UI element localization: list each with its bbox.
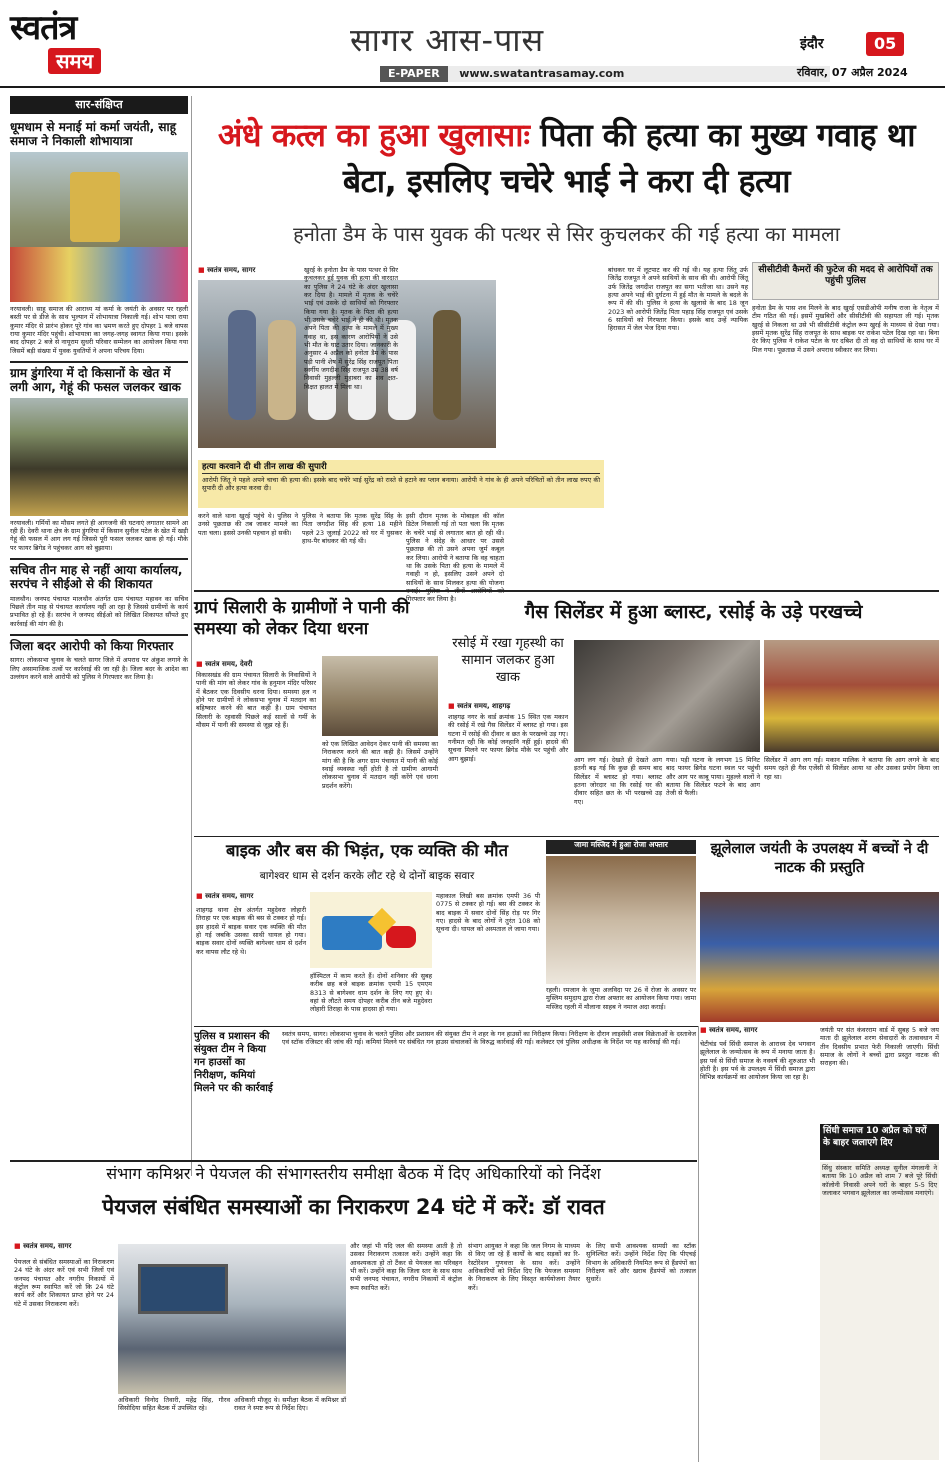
website-link[interactable]: www.swatantrasamay.com [459, 67, 625, 80]
gas-byline: ■ स्वतंत्र समय, शाहगढ़ [448, 702, 568, 711]
sambhag-body1: पेयजल से संबंधित समस्याओं का निराकरण 24 घंटे के अंदर करें एवं सभी जिलों एवं जनपद पंचायत और नगरीय निकायों में कंट्रोल रूम स्थापित करें जो कि 24 घंटे कार्य करें और शिकायत प्राप्त होने पर 24 घंटे में उसका निराकरण करें। [14, 1258, 114, 1308]
page-number: 05 [866, 32, 904, 56]
bike-headline: बाइक और बस की भिड़ंत, एक व्यक्ति की मौत [226, 841, 508, 860]
main-col1: खुरई के हनोता डैम के पास पत्थर से सिर कुचलकर हुई युवक की हत्या की वारदात का पुलिस ने 24 घंटे के अंदर खुलासा कर दिया है। मामले में मृतक के चचेरे भाई एवं उसके दो साथियों को गिरफ्तार किया गया है। मृतक के पिता की हत्या भी उसके चचेरे भाई ने ही की थी। मृतक अपने पिता की हत्या के मामले में मुख्य गवाह था, इस कारण आरोपियों ने उसे भी मौत के घाट उतार दिया। जानकारी के अनुसार 4 अप्रैल को हनोता डैम के पास पड़ी पानी शेष में सुरेंद्र सिंह राजपूत पिता स्वर्गीय जगदीश सिंह राजपूत उम्र 38 वर्ष निवासी मुहल्ली मुहाबरा का शव क्षत-विक्षत हालत में मिला था। [304, 266, 398, 391]
main-subheadline: हनोता डैम के पास युवक की पत्थर से सिर कुचलकर की गई हत्या का मामला [293, 222, 840, 246]
gram-headline: ग्रापं सिलारी के ग्रामीणों ने पानी की समस्या को लेकर दिया धरना [194, 598, 410, 640]
main-headline [194, 112, 939, 204]
main-col4: हनोता डैम के पास शव मिलने के बाद खुरई एसडीओपी मनीष राजा के नेतृत्व में टीम गठित की गई। इसमें मुखबिरों और सीसीटीवी की सहायता ली गई। मृतक खुरई से निकला था उसे भी सीसीटीवी कंट्रोल रूम खुरई के माध्यम से देखा गया। इसमें मृतक सुरेंद्र सिंह राजपूत के साथ बाइक पर राकेश पटेल दिख रहा था। बिना देर किए पुलिस ने राकेश पटेल के घर दबिश दी तो वह दो साथियों के साथ घर में मिल गया। पूछताछ में उसने अपराध स्वीकार कर लिया। [752, 304, 939, 354]
gram-protest-photo [322, 656, 438, 736]
masthead [0, 0, 945, 88]
main-headline-black: पिता की हत्या का मुख्य गवाह था बेटा, इसलिए चचेरे भाई ने करा दी हत्या [342, 116, 916, 200]
jhulelal-byline: ■ स्वतंत्र समय, सागर [700, 1026, 820, 1035]
logo-bottom-text: समय [48, 48, 101, 74]
sambhag-meeting-photo [118, 1244, 346, 1394]
epaper-strip [380, 66, 830, 82]
ramzan-photo [546, 856, 696, 984]
main-col2-text: इसी दौरान मृतक के मोबाइल की कॉल डिटेल निकाली गई तो पता चला कि मृतक के चचेरे भाई से लगातार बात हो रही थी। पुलिस ने संदेह के आधार पर उससे पूछताछ की तो उसने अपना जुर्म कबूल कर लिया। आरोपी ने बताया कि वह चाहता था कि उसके पिता की हत्या के मामले में गवाही न हो, इसलिए उसने अपने दो साथियों के साथ मिलकर हत्या की योजना गिरफ्तार कर लिया है। [406, 512, 504, 604]
newspaper-logo [10, 8, 160, 82]
gram-body: विकासखंड की ग्राम पंचायत सिलारी के निवासियों ने पानी की मांग को लेकर गांव के हनुमान मंदिर परिसर में बैठकर एक दिवसीय धरना दिया। समस्या हल न होने पर ग्रामीणों ने लोकसभा चुनाव में मतदान का बहिष्कार करने की बात कही है। ग्राम पंचायत सिलारी के रहवासी पिछले कई सालों से गर्मी के मौसम में पानी की समस्या से जूझ रहे हैं। [196, 670, 316, 729]
main-photo-caption-text: आरोपी जिंतू ने पहले अपने चाचा की हत्या की। इसके बाद चचेरे भाई सुरेंद्र को रास्ते से हटाने का प्लान बनाया। आरोपी ने गांव के ही अपने परिचितों को तीन लाख रुपए की सुपारी दी और हत्या करवा दी। [202, 475, 600, 493]
jhulelal-body: चेटीचंड पर्व सिंधी समाज के आराध्य देव भगवान झूलेलाल के जन्मोत्सव के रूप में मनाया जाता है। इस पर्व से सिंधी समाज के नववर्ष की शुरुआत भी होती है। इस पर्व के उपलक्ष्य में सिंधी समाज द्वारा विभिन्न कार्यक्रमों का आयोजन किया जा रहा है। [700, 1040, 815, 1082]
accident-illustration [310, 892, 432, 968]
main-photo-caption-box [198, 460, 604, 508]
city-label: इंदौर [800, 36, 824, 52]
section-title: सागर आस-पास [350, 21, 545, 59]
gram-body2: को एक लिखित आवेदन देकर पानी की समस्या का निराकरण करने की बात कही है। जिसमें उन्होंने मांग की है कि अगर ग्राम पंचायत में पानी की कोई स्थाई व्यवस्था नहीं होती है तो ग्रामीण आगामी लोकसभा चुनाव में मतदान नहीं करेंगे एवं धरना प्रदर्शन करेंगे। [322, 740, 438, 790]
sidebar-story3-body: मालथौन। जनपद पंचायत मालथौन अंतर्गत ग्राम पंचायत महावन का सचिव पिछले तीन माह से पंचायत कार्यालय नहीं आ रहा है जिससे ग्रामीणों के कार्य प्रभावित हो रहे हैं। सरपंच ने जनपद सीईओ को लिखित शिकायत सौंपते हुए कार्रवाई की मांग की है। [10, 594, 188, 628]
bike-body2: हॉस्पिटल में काम करते हैं। दोनों शनिवार की सुबह करीब छह बजे बाइक क्रमांक एमपी 15 एमएम 8313 से बागेश्वर धाम दर्शन के लिए गए हुए थे। वहां से लौटते समय दोपहर करीब तीन बजे महुदेवरा लोहारी तिराहा के पास हादसा हो गया। [310, 972, 432, 1014]
police-headline-box [194, 1030, 278, 1158]
main-col3: बांधकर घर में लूटपाट कर की गई थी। यह हत्या जिंतू उर्फ जितेंद्र राजपूत ने अपने साथियों के साथ की थी। आरोपी जिंतू उर्फ जितेंद्र जगदीश राजपूत का सगा भतीजा था। उसने यह हत्या अपने भाई की दुर्घटना में हुई मौत के मामले के बदले के रूप में की थी। पुलिस ने हत्या के खुलासे के बाद 18 जून 2023 को आरोपी जितेंद्र पिता पहाड़ सिंह राजपूत एवं उसके 6 साथियों को गिरफ्तार किया। इसके बाद उन्हें न्यायिक हिरासत में जेल भेज दिया गया। [608, 266, 748, 333]
bike-headline-box [194, 840, 540, 870]
bike-body3: महाकाल लिखी बस क्रमांक एमपी 36 पी 0775 से टक्कर हो गई। बस की टक्कर के बाद बाइक में सवार दोनों सिंह रोड़ पर गिर गए। हादसे के बाद लोगों ने तुरंत 108 को सूचना दी। घायल को अस्पताल ले जाया गया। [436, 892, 540, 934]
sambhag-body4: के लिए सभी आवश्यक सामग्री का स्टॉक सुनिश्चित करें। उन्होंने निर्देश दिए कि पीएचई विभाग के अधिकारी नियमित रूप से हैंडपंपों का निरीक्षण करें और खराब हैंडपंपों को तत्काल सुधारें। [586, 1242, 696, 1284]
gas-sub-box [448, 636, 568, 700]
bike-subheadline: बागेश्वर धाम से दर्शन करके लौट रहे थे दोनों बाइक सवार [259, 870, 475, 882]
logo-top-text: स्वतंत्र [10, 8, 77, 48]
cctv-box-title: सीसीटीवी कैमरों की फुटेज की मदद से आरोपियों तक पहुंची पुलिस [752, 262, 939, 300]
sidebar-story4-headline: जिला बदर आरोपी को किया गिरफ्तार [10, 634, 188, 653]
ramzan-caption: रहली। रमजान के जुमा अलविदा पर 26 वें रोजा के अवसर पर मुस्लिम समुदाय द्वारा रोजा अफ्तार का आयोजन किया गया। जामा मस्जिद रहली में मौलाना साहब ने नमाज अदा कराई। [546, 986, 696, 1011]
jhulelal-body2: जयंती पर संत कंवरराम वार्ड में सुबह 5 बजे जय माता दी झूलेलाल शरण सेवादारों के तत्वावधान में तीन दिवसीय प्रभात फेरी निकाली जाएगी। सिंधी समाज के लोगों ने बच्चों द्वारा प्रस्तुत नाटक की सराहना की। [820, 1026, 939, 1068]
sidebar-story4-body: सागर। लोकसभा चुनाव के चलते सागर जिले में अपराध पर अंकुश लगाने के लिए असामाजिक तत्वों पर कार्रवाई की जा रही है। जिला बदर के आदेश का उल्लंघन करने वाले आरोपी को पुलिस ने गिरफ्तार कर लिया है। [10, 656, 188, 682]
police-headline: पुलिस व प्रशासन की संयुक्त टीम ने किया गन हाउसों का निरीक्षण, कमियां मिलने पर की कार्रवाई [194, 1031, 273, 1094]
gram-headline-box [194, 598, 432, 658]
ramzan-tag: जामा मस्जिद में हुआ रोजा अफ्तार [546, 840, 696, 854]
sidebar-title: सार-संक्षिप्त [10, 96, 188, 114]
sidebar-story3-headline: सचिव तीन माह से नहीं आया कार्यालय, सरपंच ने सीईओ से की शिकायत [10, 558, 188, 592]
sindhi-box-body: सिंधु संस्कार समिति अध्यक्ष सुनील मंगलानी ने बताया कि 10 अप्रैल को शाम 7 बजे पूरे सिंधी कॉलोनी निवासी अपने घरों के बाहर 5-5 दिए जलाकर भगवान झूलेलाल का जन्मोत्सव मनाएंगे। [820, 1162, 939, 1460]
epaper-label: E-PAPER [380, 66, 448, 82]
gas-body: शाहगढ़ नगर के वार्ड क्रमांक 15 स्थित एक मकान की रसोई में रखे गैस सिलेंडर में ब्लास्ट हो गया। इस घटना में रसोई की दीवार व छत के परखच्चे उड़ गए। गनीमत रही कि कोई जनहानि नहीं हुई। हादसे की सूचना मिलने पर फायर ब्रिगेड मौके पर पहुंची और आग बुझाई। [448, 712, 568, 763]
procession-photo [10, 152, 188, 302]
sidebar-story2-headline: ग्राम डुंगरिया में दो किसानों के खेत में लगी आग, गेहूं की फसल जलकर खाक [10, 361, 188, 395]
main-byline: ■ स्वतंत्र समय, सागर [198, 266, 300, 275]
gas-body4: सिलेंडर में आग लग गई। मकान मालिक ने बताया कि आग लगने के बाद समय रहते ही गैस एजेंसी से सिलेंडर आया था और उसका प्रयोग किया जा रहा था। [764, 756, 939, 781]
jhulelal-headline: झूलेलाल जयंती के उपलक्ष्य में बच्चों ने दी नाटक की प्रस्तुति [710, 841, 929, 876]
sambhag-photo-caption2: अधिकारी मौजूद थे। समीक्षा बैठक में कमिश्नर डॉ रावत ने स्पष्ट रूप से निर्देश दिए। [234, 1396, 346, 1413]
gas-headline: गैस सिलेंडर में हुआ ब्लास्ट, रसोई के उड़े परखच्चे [524, 601, 863, 623]
gas-body2: आग लग गई। देखते ही देखते आग इतनी बढ़ गई कि कुछ ही समय बाद सिलेंडर में ब्लास्ट हो गया। ब्लास्ट इतना जोरदार था कि रसोई घर की दीवार सहित छत के भी परखच्चे उड़ गए। [574, 756, 662, 806]
gas-body3: गया। पड़ी घटना के लगभग 15 मिनिट बाद फायर ब्रिगेड घटना स्थल पर पहुंची और आग पर काबू पाया। मुहल्ले वालों ने बताया कि सिलेंडर फटने के बाद आग तेजी से फैली। [666, 756, 760, 798]
sidebar-story1-body: नरयावली। साहू समाज की आराध्य मां कर्मा के जयंती के अवसर पर रहली बस्ती पर से डीजे के साथ भुल्यान में शोभायात्रा निकाली गई। शोभ यात्रा राया कुमार मंदिर से प्रारंभ होकर पूरे गांव का भ्रमण करते हुए दोपहर 1 बजे वापस राया कुमार मंदिर पहुंची। शोभायात्रा का जगह-जगह स्वागत किया गया। इसके बाद दोपहर 2 बजे से नायूराम सुधरी परिवार सम्मेलन का आयोजन किया गया जिसमें बड़ी संख्या में युवक युवतियों ने अपना परिचय दिया। [10, 304, 188, 355]
sambhag-photo-caption: अधिकारी विनोद तिवारी, महेंद्र सिंह, गौरव सिसोदिया सहित बैठक में उपस्थित रहे। [118, 1396, 230, 1413]
bike-sub-box [194, 870, 540, 888]
sindhi-box-title: सिंधी समाज 10 अप्रैल को घरों के बाहर जलाएगे दिए [820, 1124, 939, 1160]
main-col2-bottom-a: करने वाले थाना खुरई पहुंचे थे। पुलिस ने उनसे पूछताछ की तब जाकर मामले का पता चला। इससे उनकी पहचान हो सकी। [198, 512, 298, 537]
main-col2-bottom-b: पुलिस ने बताया कि मृतक सुरेंद्र सिंह के पिता जगदीश सिंह की हत्या 18 महीने पहले 23 जुलाई 2022 को घर में घुसकर हाथ-पैर बांधकर की गई थी। [302, 512, 402, 545]
sambhag-byline: ■ स्वतंत्र समय, सागर [14, 1242, 114, 1251]
main-photo-caption-title: हत्या करवाने दी थी तीन लाख की सुपारी [202, 462, 600, 474]
bike-body: शाहगढ़ थाना क्षेत्र अंतर्गत महुदेवरा लोहारी तिराहा पर एक बाइक की बस से टक्कर हो गई। इस हादसे में बाइक सवार एक व्यक्ति की मौत हो गई जबकि उसका साथी घायल हो गया। बाइक सवार दोनों व्यक्ति बागेश्वर धाम से दर्शन कर वापस लौट रहे थे। [196, 906, 306, 956]
main-headline-red: अंधे कत्ल का हुआ खुलासाः [217, 116, 530, 154]
sambhag-headline2: पेयजल संबंधित समस्याओं का निराकरण 24 घंटे में करें: डॉ रावत [102, 1195, 605, 1219]
gas-subheadline: रसोई में रखा गृहस्थी का सामान जलकर हुआ खाक [452, 636, 564, 685]
bike-byline: ■ स्वतंत्र समय, सागर [196, 892, 306, 901]
gas-headline-box [448, 600, 939, 630]
gram-byline: ■ स्वतंत्र समय, देवरी [196, 660, 316, 669]
sidebar-story2-body: नरयावली। गर्मियों का मौसम लगते ही आगजनी की घटनाएं लगातार सामने आ रही हैं। देवरी थाना क्षेत्र के ग्राम डुंगरिया में किसान सुनील पटेल के खेत में खड़ी गेहूं की फसल में आग लग गई जिससे पूरी फसल जलकर खाक हो गई। मौके पर फायर ब्रिगेड ने पहुंचकर आग को बुझाया। [10, 518, 188, 552]
jhulelal-play-photo [700, 892, 939, 1022]
sambhag-headline: संभाग कमिश्नर ने पेयजल की संभागस्तरीय समीक्षा बैठक में दिए अधिकारियों को निर्देश [106, 1164, 601, 1183]
sidebar-story1-headline: धूमधाम से मनाई मां कर्मा जयंती, साहू समाज ने निकाली शोभायात्रा [10, 120, 176, 149]
sambhag-body2: और जहां भी यदि जल की समस्या आती है तो उसका निराकरण तत्काल करें। उन्होंने कहा कि आवश्यकता हो तो टैंकर से पेयजल का परिवहन भी करें। उन्होंने कहा कि जिला स्तर के साथ साथ सभी जनपद पंचायत, नगरीय निकायों में कंट्रोल रूम स्थापित करें। [350, 1242, 462, 1292]
sambhag-headline-box [10, 1164, 697, 1194]
sambhag-body3: संभाग आयुक्त ने कहा कि जल निगम के माध्यम से किए जा रहे हैं कार्यों के बाद सड़कों का रि-रेस्टोरेशन गुणवत्ता के साथ करें। उन्होंने अधिकारियों को निर्देश दिए कि पेयजल समस्या के निराकरण के लिए विस्तृत कार्ययोजना तैयार करें। [468, 1242, 580, 1292]
gas-blast-photo-2 [764, 640, 939, 752]
issue-date: रविवार, 07 अप्रैल 2024 [797, 66, 908, 79]
gas-blast-photo-1 [574, 640, 760, 752]
sambhag-headline2-box [10, 1194, 697, 1236]
jhulelal-headline-box [700, 840, 939, 890]
crop-fire-photo [10, 398, 188, 516]
sidebar [10, 96, 188, 1176]
police-body: स्वतंत्र समय, सागर। लोकसभा चुनाव के चलते पुलिस और प्रशासन की संयुक्त टीम ने शहर के गन हाउसों का निरीक्षण किया। निरीक्षण के दौरान लाइसेंसी शस्त्र विक्रेताओं के दस्तावेज एवं स्टॉक रजिस्टर की जांच की गई। कमियां मिलने पर संबंधित गन हाउस संचालकों के विरुद्ध कार्रवाई की गई। कलेक्टर एवं पुलिस अधीक्षक के निर्देश पर यह कार्रवाई की गई। [282, 1030, 696, 1047]
